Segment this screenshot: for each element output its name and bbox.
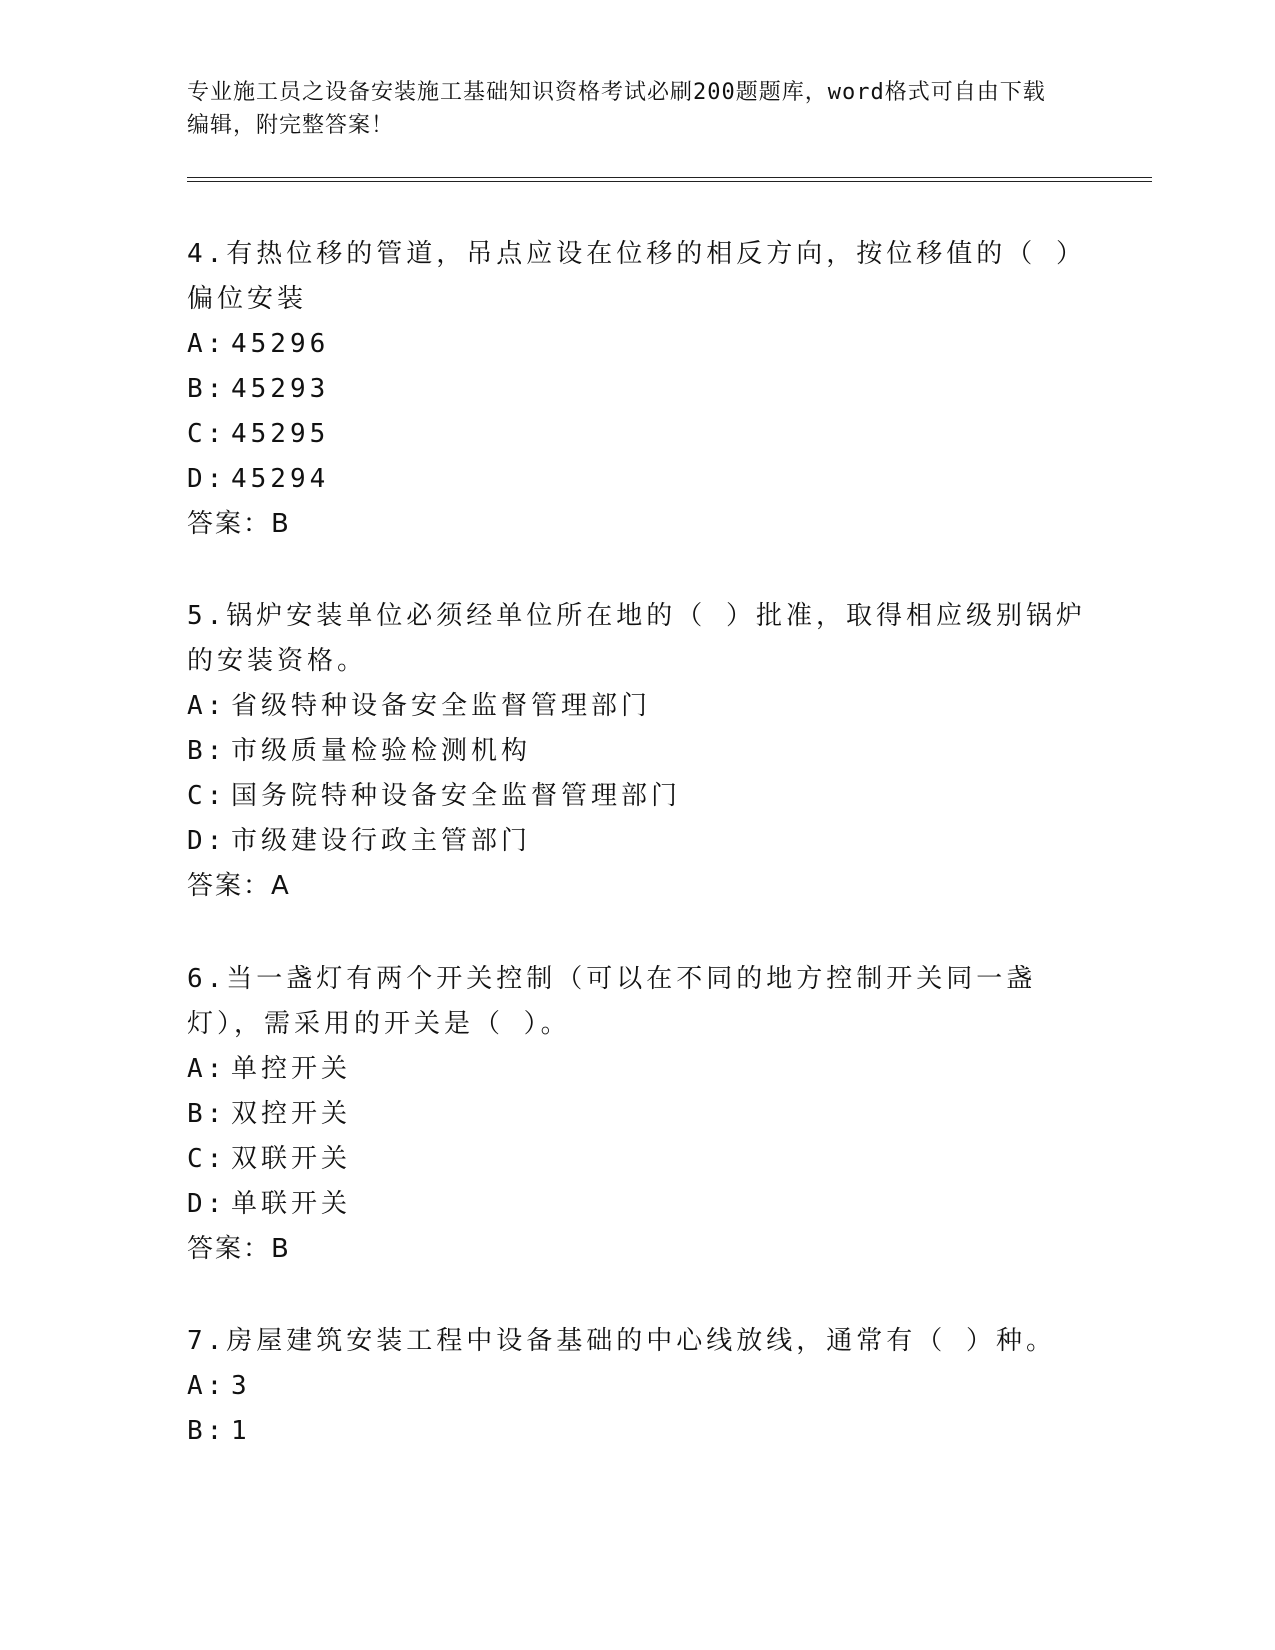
option-key: A: <box>187 691 227 721</box>
option-b <box>187 367 1087 412</box>
option-key: B: <box>187 374 227 404</box>
option-b <box>187 729 1087 774</box>
option-d <box>187 819 1087 864</box>
option-text: 45296 <box>231 329 330 359</box>
option-key: C: <box>187 781 227 811</box>
option-b <box>187 1409 1087 1454</box>
answer-line: 答案：B <box>187 509 291 539</box>
option-key: C: <box>187 1144 227 1174</box>
option-text: 单联开关 <box>231 1189 352 1219</box>
option-a <box>187 322 1087 367</box>
option-key: B: <box>187 1099 227 1129</box>
question-block <box>187 957 1087 1272</box>
option-text: 市级建设行政主管部门 <box>231 826 532 856</box>
question-stem: 7.房屋建筑安装工程中设备基础的中心线放线，通常有（ ）种。 <box>187 1326 1056 1356</box>
option-text: 45295 <box>231 419 330 449</box>
option-key: A: <box>187 1371 227 1401</box>
header-divider <box>187 177 1152 182</box>
option-c <box>187 774 1087 819</box>
option-a <box>187 1047 1087 1092</box>
option-text: 1 <box>231 1416 251 1446</box>
option-text: 单控开关 <box>231 1054 352 1084</box>
option-c <box>187 412 1087 457</box>
option-key: D: <box>187 826 227 856</box>
option-d <box>187 1182 1087 1227</box>
answer-line: 答案：B <box>187 1234 291 1264</box>
option-key: A: <box>187 329 227 359</box>
option-text: 省级特种设备安全监督管理部门 <box>231 691 652 721</box>
option-text: 45293 <box>231 374 330 404</box>
question-stem: 4.有热位移的管道，吊点应设在位移的相反方向，按位移值的（ ）偏位安装 <box>187 239 1086 314</box>
option-key: D: <box>187 464 227 494</box>
option-key: B: <box>187 736 227 766</box>
question-block <box>187 232 1087 547</box>
answer-line: 答案：A <box>187 871 291 901</box>
question-block <box>187 594 1087 909</box>
option-a <box>187 684 1087 729</box>
document-header-text: 专业施工员之设备安装施工基础知识资格考试必刷200题题库，word格式可自由下载编辑，附完整答案！ <box>187 80 1046 138</box>
option-c <box>187 1137 1087 1182</box>
option-text: 双控开关 <box>231 1099 352 1129</box>
option-key: D: <box>187 1189 227 1219</box>
option-text: 市级质量检验检测机构 <box>231 736 532 766</box>
option-text: 双联开关 <box>231 1144 352 1174</box>
question-stem: 5.锅炉安装单位必须经单位所在地的（ ）批准，取得相应级别锅炉的安装资格。 <box>187 601 1086 676</box>
option-b <box>187 1092 1087 1137</box>
option-d <box>187 457 1087 502</box>
option-text: 45294 <box>231 464 330 494</box>
option-key: B: <box>187 1416 227 1446</box>
option-text: 3 <box>231 1371 251 1401</box>
option-text: 国务院特种设备安全监督管理部门 <box>231 781 682 811</box>
question-stem: 6.当一盏灯有两个开关控制（可以在不同的地方控制开关同一盏灯），需采用的开关是（ ）。 <box>187 964 1037 1039</box>
option-key: C: <box>187 419 227 449</box>
question-block <box>187 1319 1087 1454</box>
option-a <box>187 1364 1087 1409</box>
option-key: A: <box>187 1054 227 1084</box>
